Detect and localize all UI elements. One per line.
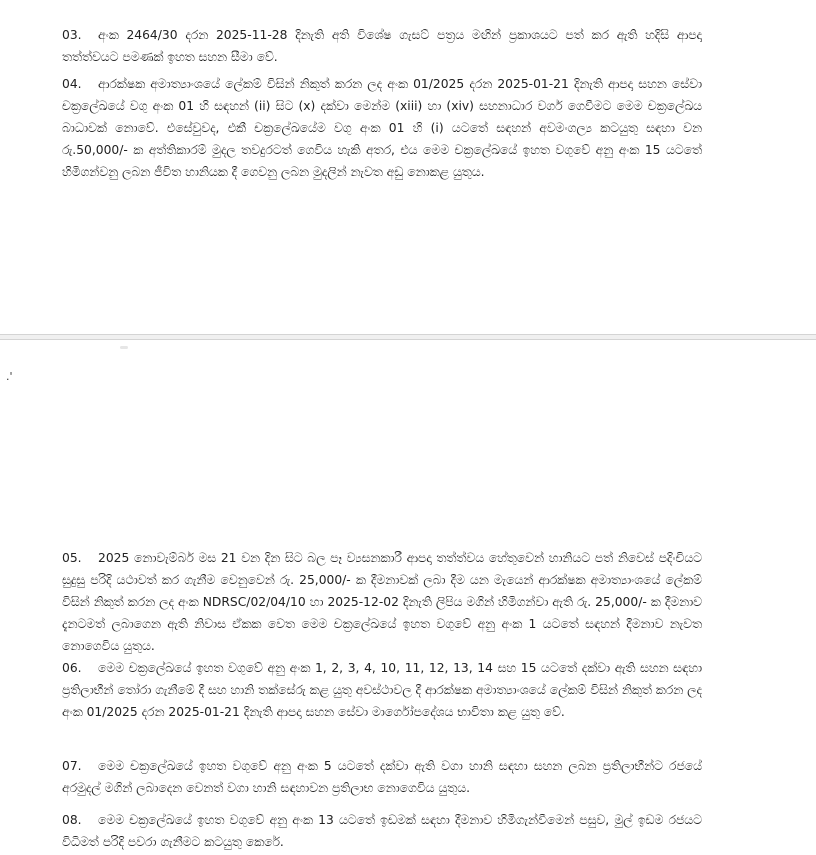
scan-artifact [120,346,128,349]
paragraph-07 [62,755,702,799]
paragraph-03 [62,24,702,68]
paragraph-number: 05. [62,551,82,565]
paragraph-04 [62,73,702,183]
paragraph-text: ආරක්ෂක අමාත්‍යාංශයේ ලේකම් විසින් නිකුත් කරන ලද අංක 01/2025 දරන 2025-01-21 දිනැති ආපදා සහන සේවා චක්‍රලේඛයේ වගු අංක 01 හි සඳහන් (ii) සිට (x) දක්වා මෙන්ම (xiii) හා (xiv) සහනාධාර වර්ග ගෙවීමට මෙම චක්‍රලේඛය බාධාවක් නොවේ. එසේවුවද, එකී චක්‍රලේඛයේම වගු අංක 01 හි (i) යටතේ සඳහන් අවමංගල්‍ය කටයුතු සඳහා වන රු.50,000/- ක අත්තිකාරම් මුදල තවදුරටත් ගෙවිය හැකි අතර, එය මෙම චක්‍රලේඛයේ ඉහත වගුවේ අනු අංක 15 යටතේ හිමිගන්වනු ලබන ජීවිත හානියක දී ගෙවනු ලබන මුදලින් නැවත අඩු නොකළ යුතුය. [62,77,702,179]
paragraph-text: 2025 නොවැම්බර් මස 21 වන දින සිට බල පෑ ව්‍යසනකාරී ආපදා තත්ත්වය හේතුවෙන් හානියට පත් නිවෙස් පදිංචියට සුදුසු පරිදි යථාවත් කර ගැනීම වෙනුවෙන් රු. 25,000/- ක දීමනාවක් ලබා දීම යන මැයෙන් ආරක්ෂක අමාත්‍යාංශයේ ලේකම් විසින් නිකුත් කරන ලද අංක NDRSC/02/04/10 හා 2025-12-02 දිනැති ලිපිය මගින් හිමිගන්වා ඇති රු. 25,000/- ක දීමනාව දැනටමත් ලබාගෙන ඇති නිවාස ඒකක වෙත මෙම චක්‍රලේඛයේ ඉහත වගුවේ අනු අංක 1 යටතේ සඳහන් දීමනාව නැවත නොගෙවිය යුතුය. [62,551,702,653]
paragraph-text: අංක 2464/30 දරන 2025-11-28 දිනැති අති විශේෂ ගැසට් පත්‍රය මඟින් ප්‍රකාශයට පත් කර ඇති හදිසි ආපදා තත්ත්වයට පමණක් ඉහත සහන සීමා වේ. [62,28,702,64]
paragraph-08 [62,809,702,853]
paragraph-06 [62,657,702,723]
paragraph-number: 08. [62,813,82,827]
paragraph-number: 04. [62,77,82,91]
paragraph-number: 07. [62,759,82,773]
stray-mark: .' [6,370,13,383]
paragraph-05 [62,547,702,657]
document-page-bottom [0,340,816,855]
document-page-top [0,0,816,334]
paragraph-number: 06. [62,661,82,675]
paragraph-text: මෙම චක්‍රලේඛයේ ඉහත වගුවේ අනු අංක 5 යටතේ දක්වා ඇති වගා හානි සඳහා සහන ලබන ප්‍රතිලාභීන්ට රජයේ අරමුදල් මගින් ලබාදෙන වෙනත් වගා හානි සඳහාවන ප්‍රතිලාභ නොගෙවිය යුතුය. [62,759,702,795]
paragraph-text: මෙම චක්‍රලේඛයේ ඉහත වගුවේ අනු අංක 13 යටතේ ඉඩමක් සඳහා දීමනාව හිමිගැන්වීමෙන් පසුව, මුල් ඉඩම රජයට විධිමත් පරිදි පවරා ගැනීමට කටයුතු කෙරේ. [62,813,702,849]
paragraph-text: මෙම චක්‍රලේඛයේ ඉහත වගුවේ අනු අංක 1, 2, 3, 4, 10, 11, 12, 13, 14 සහ 15 යටතේ දක්වා ඇති සහන සඳහා ප්‍රතිලාභීන් තෝරා ගැනීමේ දී සහ හානි තක්සේරු කළ යුතු අවස්ථාවල දී ආරක්ෂක අමාත්‍යාංශයේ ලේකම් විසින් නිකුත් කරන ලද අංක 01/2025 දරන 2025-01-21 දිනැති ආපදා සහන සේවා මාර්ගෝපදේශය භාවිතා කළ යුතු වේ. [62,661,702,719]
paragraph-number: 03. [62,28,82,42]
